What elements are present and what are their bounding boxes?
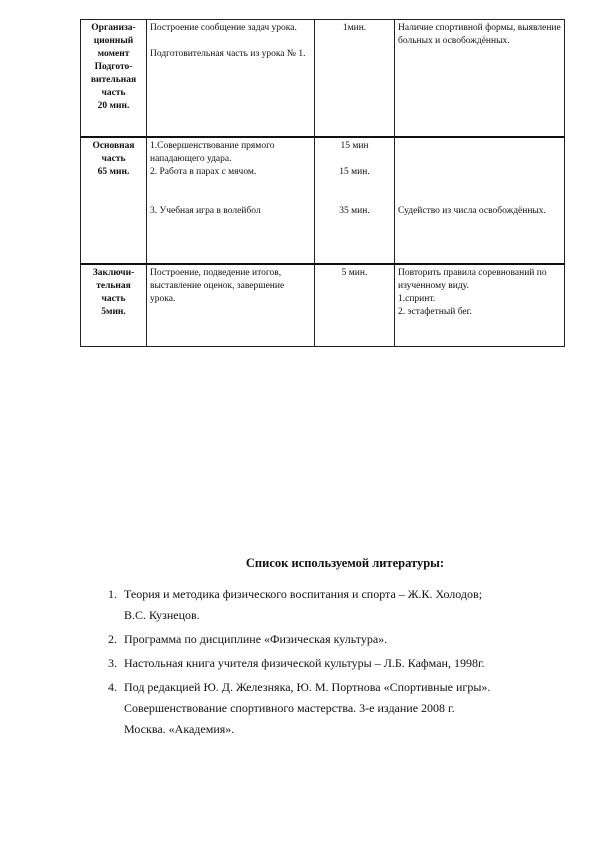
time-text: 15 мин xyxy=(340,141,369,151)
notes-cell xyxy=(395,137,565,264)
stage-duration: 20 мин. xyxy=(97,101,130,111)
literature-item-text: В.С. Кузнецов. xyxy=(124,608,200,622)
notes-spacer xyxy=(398,192,561,205)
content-cell xyxy=(147,137,315,264)
content-spacer xyxy=(150,192,311,205)
stage-duration: 5мин. xyxy=(101,307,126,317)
stage-cell xyxy=(81,264,147,347)
stage-text: момент xyxy=(97,49,130,59)
table-row-final xyxy=(81,264,565,347)
time-spacer xyxy=(318,153,391,166)
literature-item xyxy=(120,584,570,626)
table-row-main xyxy=(81,137,565,264)
content-text: 3. Учебная игра в волейбол xyxy=(150,206,261,216)
stage-text: часть xyxy=(101,294,126,304)
notes-text: Повторить правила соревнований по изученному виду. xyxy=(398,268,547,291)
literature-item-text: Совершенствование спортивного мастерства. 3-е издание 2008 г. xyxy=(124,701,455,715)
table-row-organizational xyxy=(81,20,565,138)
notes-spacer xyxy=(398,179,561,192)
time-cell xyxy=(315,20,395,138)
literature-list xyxy=(100,584,570,740)
literature-title: Список используемой литературы: xyxy=(245,556,445,570)
literature-item xyxy=(120,677,570,740)
stage-text: тельная xyxy=(96,281,131,291)
notes-spacer xyxy=(398,153,561,166)
literature-item xyxy=(120,653,570,674)
notes-text: 2. эстафетный бег. xyxy=(398,307,472,317)
notes-spacer xyxy=(398,166,561,179)
content-spacer xyxy=(150,35,311,48)
stage-duration: 65 мин. xyxy=(97,167,130,177)
literature-item xyxy=(120,629,570,650)
literature-item-text: Москва. «Академия». xyxy=(124,722,235,736)
notes-text: Судейство из числа освобождённых. xyxy=(398,206,546,216)
stage-text: Подгото- xyxy=(94,62,133,72)
literature-section xyxy=(100,553,570,743)
content-text: Подготовительная часть из урока № 1. xyxy=(150,49,306,59)
time-text: 5 мин. xyxy=(341,268,368,278)
stage-text: Организа- xyxy=(91,23,136,33)
time-text: 1мин. xyxy=(342,23,367,33)
content-text: Построение сообщение задач урока. xyxy=(150,23,297,33)
literature-item-text: Теория и методика физического воспитания и спорта – Ж.К. Холодов; xyxy=(124,587,483,601)
notes-text: Наличие спортивной формы, выявление больных и освобождённых. xyxy=(398,23,561,46)
stage-text: вительная xyxy=(90,75,137,85)
literature-item-text: Настольная книга учителя физической культуры – Л.Б. Кафман, 1998г. xyxy=(124,656,485,670)
literature-item-text: Программа по дисциплине «Физическая культура». xyxy=(124,632,388,646)
time-cell xyxy=(315,137,395,264)
stage-cell xyxy=(81,20,147,138)
time-spacer xyxy=(318,179,391,192)
notes-text: 1.спринт. xyxy=(398,294,436,304)
time-text: 15 мин. xyxy=(339,167,370,177)
content-spacer xyxy=(150,179,311,192)
time-spacer xyxy=(318,192,391,205)
stage-text: часть xyxy=(101,88,126,98)
time-cell xyxy=(315,264,395,347)
notes-cell xyxy=(395,264,565,347)
lesson-plan-table xyxy=(80,19,565,347)
notes-cell xyxy=(395,20,565,138)
content-text: 2. Работа в парах с мячом. xyxy=(150,167,257,177)
content-text: 1.Совершенствование прямого нападающего удара. xyxy=(150,141,275,164)
time-text: 35 мин. xyxy=(339,206,370,216)
literature-item-text: Под редакцией Ю. Д. Железняка, Ю. М. Портнова «Спортивные игры». xyxy=(124,680,491,694)
stage-text: часть xyxy=(101,154,126,164)
stage-text: ционный xyxy=(93,36,134,46)
stage-text: Основная xyxy=(92,141,135,151)
content-text: Построение, подведение итогов, выставление оценок, завершение урока. xyxy=(150,268,285,304)
content-cell xyxy=(147,264,315,347)
stage-text: Заключи- xyxy=(92,268,135,278)
stage-cell xyxy=(81,137,147,264)
content-cell xyxy=(147,20,315,138)
notes-spacer xyxy=(398,140,561,153)
